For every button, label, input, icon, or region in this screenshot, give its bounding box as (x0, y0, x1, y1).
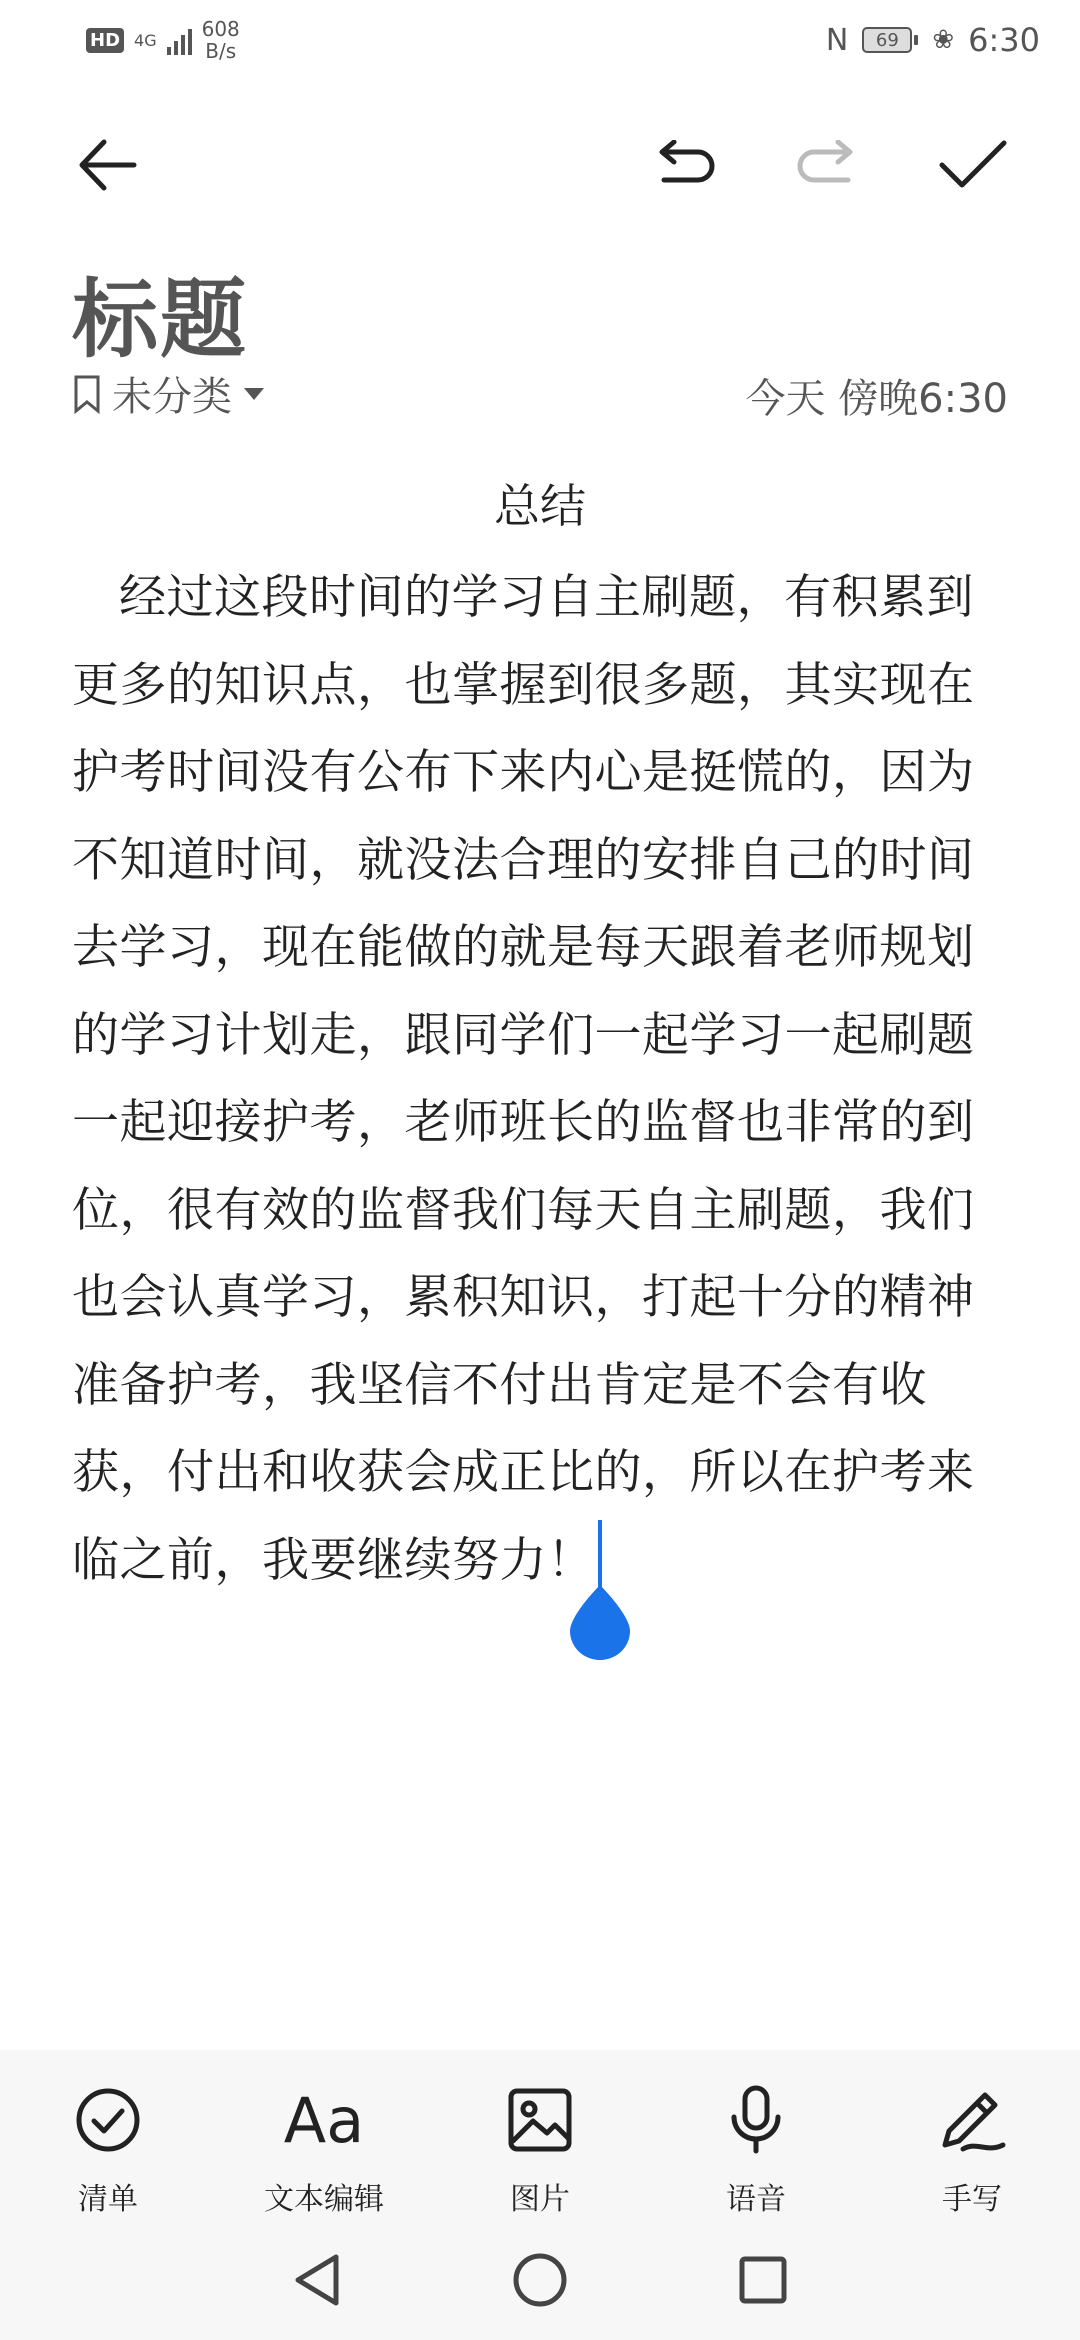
undo-icon (650, 140, 720, 190)
note-content[interactable] (72, 470, 1008, 1604)
speed-value: 608 (201, 17, 240, 41)
status-left (86, 18, 240, 62)
nav-back-icon[interactable] (292, 2253, 342, 2307)
check-icon (938, 137, 1008, 193)
tool-label: 语音 (726, 2182, 786, 2217)
text-format-icon: Aa (283, 2083, 365, 2157)
hd-badge: HD (86, 28, 124, 53)
tool-label: 手写 (942, 2182, 1002, 2217)
tool-label: 图片 (510, 2182, 570, 2217)
content-paragraph: 经过这段时间的学习自主刷题，有积累到更多的知识点，也掌握到很多题，其实现在护考时间没有公布下来内心是挺慌的，因为不知道时间，就没法合理的安排自己的时间去学习，现在能做的就是每天跟着老师规划的学习计划走，跟同学们一起学习一起刷题一起迎接护考，老师班长的监督也非常的到位，很有效的监督我们每天自主刷题，我们也会认真学习，累积知识，打起十分的精神准备护考，我坚信不付出肯定是不会有收获，付出和收获会成正比的，所以在护考来临之前，我要继续努力！ (72, 570, 975, 1588)
back-button[interactable] (62, 120, 152, 210)
redo-icon (792, 140, 862, 190)
image-icon (507, 2087, 573, 2153)
caret-down-icon (242, 386, 266, 402)
status-time: 6:30 (968, 21, 1040, 59)
note-meta (72, 365, 1008, 425)
network-type: 4G (134, 30, 157, 50)
battery-level: 69 (862, 27, 912, 53)
note-title[interactable]: 标题 (72, 270, 248, 370)
tool-label: 文本编辑 (264, 2182, 384, 2217)
battery-icon (862, 27, 918, 53)
signal-icon (167, 25, 192, 55)
cursor-handle-icon[interactable] (570, 1585, 630, 1660)
checklist-icon (75, 2087, 141, 2153)
category-selector[interactable] (72, 365, 266, 422)
undo-button[interactable] (640, 120, 730, 210)
handwriting-icon (937, 2087, 1007, 2153)
network-speed (202, 18, 240, 62)
bookmark-icon (72, 374, 102, 414)
tool-label: 清单 (78, 2182, 138, 2217)
note-datetime: 今天 傍晚6:30 (745, 376, 1008, 422)
nav-home-icon[interactable] (512, 2252, 568, 2308)
nav-recents-icon[interactable] (738, 2255, 788, 2305)
power-saving-leaf-icon: ❀ (932, 25, 955, 55)
arrow-left-icon (72, 130, 142, 200)
redo-button[interactable] (782, 120, 872, 210)
done-button[interactable] (928, 120, 1018, 210)
nfc-icon: N (825, 22, 849, 58)
text-cursor (598, 1520, 602, 1592)
content-heading: 总结 (494, 479, 586, 533)
category-label: 未分类 (112, 374, 232, 420)
status-bar (0, 0, 1080, 80)
editor-toolbar (0, 120, 1080, 210)
system-nav-bar (0, 2220, 1080, 2340)
microphone-icon (728, 2085, 784, 2155)
speed-unit: B/s (205, 39, 237, 63)
status-right (826, 18, 1040, 62)
